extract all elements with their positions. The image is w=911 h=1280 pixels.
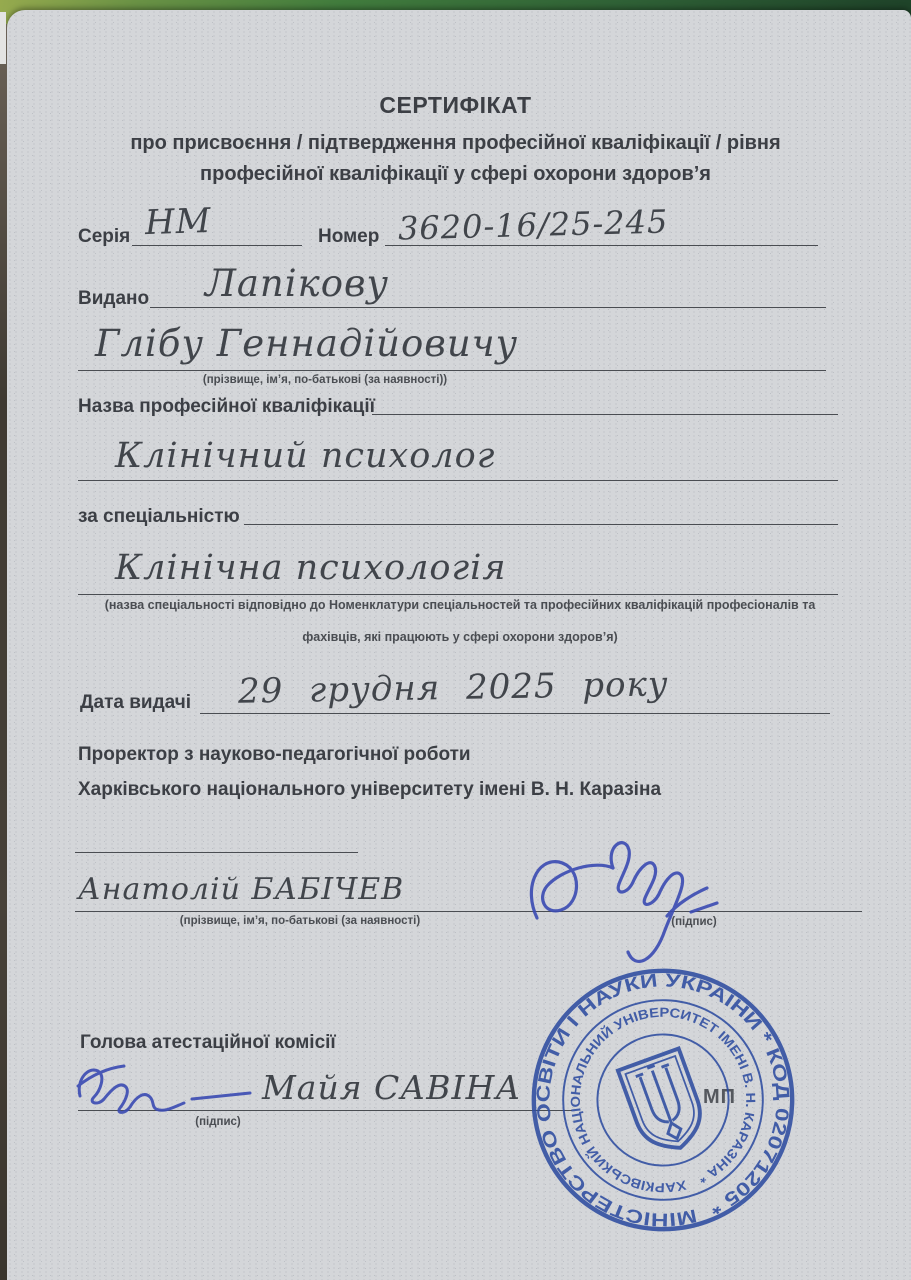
rector-name: Анатолій БАБІЧЕВ xyxy=(78,872,405,907)
date-line xyxy=(200,713,830,714)
page-edge xyxy=(0,12,6,64)
issued-line2 xyxy=(78,370,826,371)
stamp-inner-ring-text: ХАРКІВСЬКИЙ НАЦІОНАЛЬНИЙ УНІВЕРСИТЕТ ІМЕНІ В. Н. КАРАЗІНА * xyxy=(567,1004,759,1196)
number-value: 3620-16/25-245 xyxy=(397,202,669,248)
rector-name-caption: (прізвище, ім’я, по-батькові (за наявності) xyxy=(179,915,421,927)
head-signature-caption: (підпис) xyxy=(195,1116,241,1128)
rector-signature-caption: (підпис) xyxy=(671,916,717,928)
issued-surname: Лапікову xyxy=(205,262,389,305)
stamp-outer-ring-text: МІНІСТЕРСТВО ОСВІТИ І НАУКИ УКРАЇНИ * КОД 02071205 * xyxy=(532,969,794,1231)
specialty-caption-line1: (назва спеціальності відповідно до Номенклатури спеціальностей та професійних кваліфікацій професіоналів та xyxy=(104,598,816,612)
date-label: Дата видачі xyxy=(80,692,192,713)
head-signature-ink xyxy=(70,1058,270,1122)
specialty-value-line xyxy=(78,594,838,595)
rector-upper-line xyxy=(75,852,358,853)
certificate-subtitle-line1: про присвоєння / підтвердження професійної кваліфікації / рівня xyxy=(130,132,781,154)
issued-line1 xyxy=(150,307,826,308)
qualification-label-line xyxy=(372,414,838,415)
qualification-value: Клінічний психолог xyxy=(115,436,496,476)
rector-title-line1: Проректор з науково-педагогічної роботи xyxy=(78,744,471,765)
certificate-title: СЕРТИФІКАТ xyxy=(379,92,532,118)
fullname-caption: (прізвище, ім’я, по-батькові (за наявності)) xyxy=(202,374,448,386)
booklet-spine xyxy=(0,24,7,1280)
specialty-label-line xyxy=(244,524,838,525)
qualification-label: Назва професійної кваліфікації xyxy=(78,396,375,417)
seria-value: НМ xyxy=(144,200,213,244)
issued-label: Видано xyxy=(78,288,150,309)
mp-label: МП xyxy=(703,1086,737,1108)
head-title: Голова атестаційної комісії xyxy=(80,1032,336,1053)
stamp-trident-shield xyxy=(618,1048,711,1158)
seria-label: Серія xyxy=(78,226,131,247)
certificate-subtitle-line2: професійної кваліфікації у сфері охорони здоров’я xyxy=(200,163,711,185)
number-label: Номер xyxy=(318,226,380,247)
specialty-label: за спеціальністю xyxy=(78,506,240,527)
date-value: 29 грудня 2025 року xyxy=(237,664,669,712)
rector-title-line2: Харківського національного університету імені В. Н. Каразіна xyxy=(78,779,662,800)
specialty-value: Клінічна психологія xyxy=(115,548,507,588)
head-name: Майя САВІНА xyxy=(262,1068,522,1107)
qualification-value-line xyxy=(78,480,838,481)
specialty-caption-line2: фахівців, які працюють у сфері охорони здоров’я) xyxy=(302,630,618,644)
seria-line xyxy=(132,245,302,246)
issued-name-patronymic: Глібу Геннадійовичу xyxy=(95,322,519,365)
